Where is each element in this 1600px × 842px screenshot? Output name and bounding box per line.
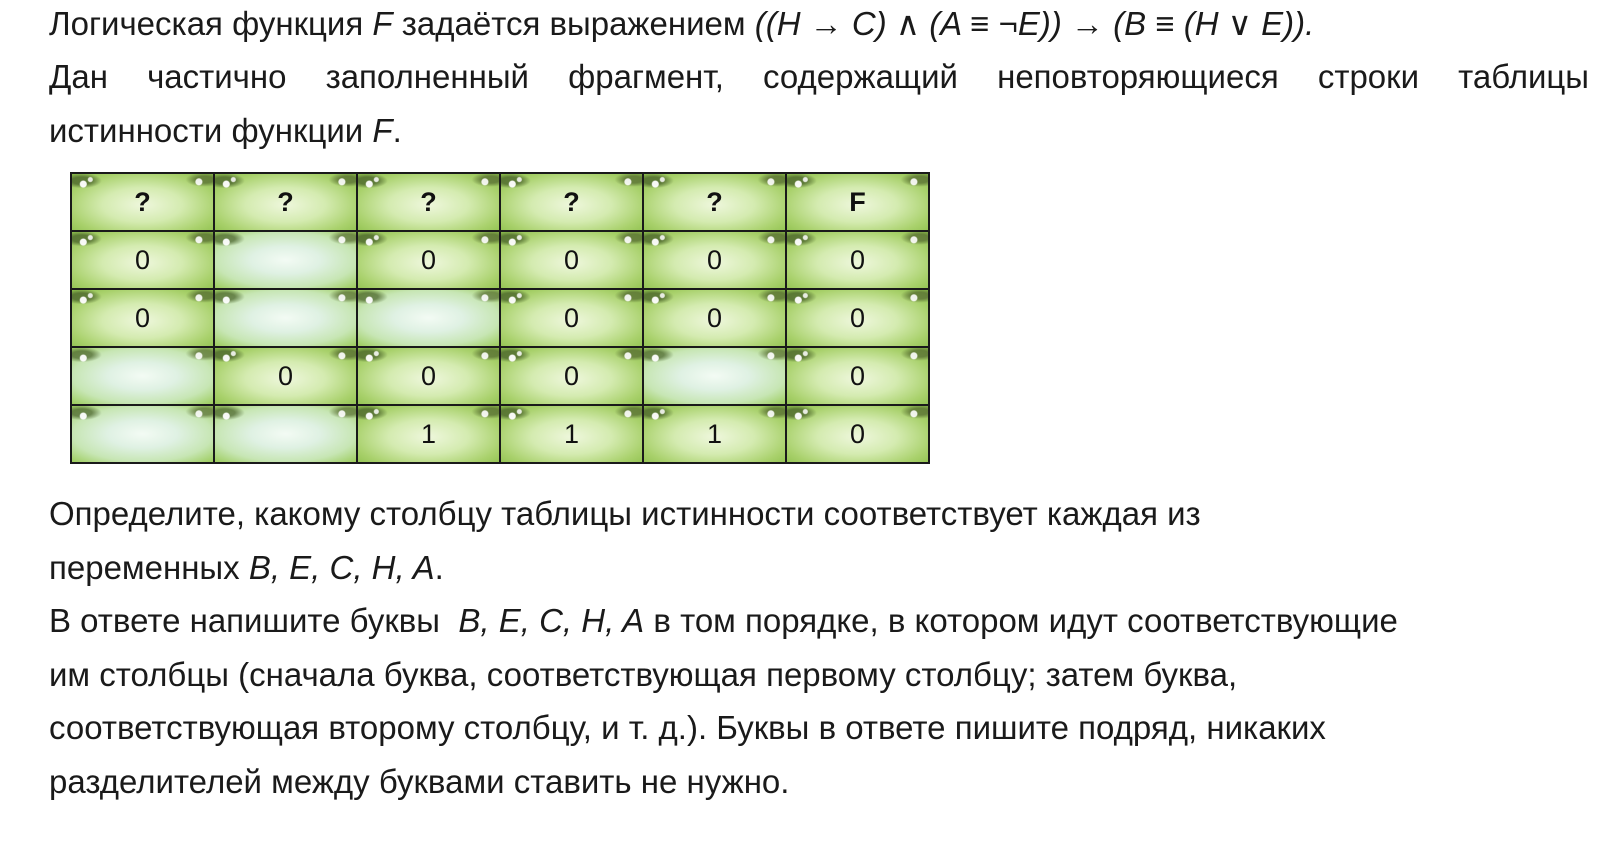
question-line-1: Определите, какому столбцу таблицы истинности соответствует каждая из	[49, 495, 1201, 532]
instructions-prefix: В ответе напишите буквы	[49, 602, 441, 639]
header-cell: ?	[71, 173, 214, 231]
table-cell: 0	[500, 347, 643, 405]
header-cell: ?	[357, 173, 500, 231]
function-name: F	[372, 5, 393, 42]
instructions-line-2: им столбцы (сначала буква, соответствующая первому столбцу; затем буква,	[49, 656, 1238, 693]
table-cell	[357, 289, 500, 347]
intro-prefix: Логическая функция	[49, 5, 364, 42]
header-cell: ?	[500, 173, 643, 231]
intro-line-3-suffix: .	[392, 112, 402, 149]
table-cell: 1	[643, 405, 786, 463]
table-cell: 0	[214, 347, 357, 405]
table-cell	[214, 231, 357, 289]
function-name-ref: F	[372, 112, 393, 149]
table-cell	[214, 289, 357, 347]
variable-list: B, E, C, H, A	[248, 549, 435, 586]
table-header-row	[71, 173, 929, 231]
instructions-line-3: соответствующая второму столбцу, и т. д.). Буквы в ответе пишите подряд, никаких	[49, 709, 1326, 746]
question-line-2	[49, 541, 1589, 595]
table-row	[71, 231, 929, 289]
table-cell: 0	[786, 289, 929, 347]
table-cell	[71, 347, 214, 405]
instructions-line-4: разделителей между буквами ставить не нужно.	[49, 763, 790, 800]
table-cell: 0	[357, 347, 500, 405]
table-cell: 0	[786, 231, 929, 289]
intro-mid: задаётся выражением	[401, 5, 746, 42]
table-cell: 0	[71, 289, 214, 347]
table-cell: 0	[71, 231, 214, 289]
question-line-2-prefix: переменных	[49, 549, 240, 586]
intro-line-3	[49, 104, 1589, 158]
logic-expression: ((H → C) ∧ (A ≡ ¬E)) → (B ≡ (H ∨ E)).	[754, 5, 1315, 42]
intro-line-3-prefix: истинности функции	[49, 112, 364, 149]
header-cell: ?	[214, 173, 357, 231]
table-row	[71, 289, 929, 347]
header-cell: ?	[643, 173, 786, 231]
table-row	[71, 347, 929, 405]
instructions-line-1	[49, 594, 1589, 648]
table-cell: 1	[357, 405, 500, 463]
table-cell: 0	[500, 289, 643, 347]
answer-variable-list: B, E, C, H, A	[458, 602, 645, 639]
table-cell: 0	[643, 289, 786, 347]
table-cell: 0	[500, 231, 643, 289]
table-cell: 0	[786, 405, 929, 463]
table-cell: 1	[500, 405, 643, 463]
table-cell: 0	[786, 347, 929, 405]
table-cell	[214, 405, 357, 463]
table-cell: 0	[643, 231, 786, 289]
intro-line-2: Дан частично заполненный фрагмент, содержащий неповторяющиеся строки таблицы	[49, 58, 1589, 95]
table-cell	[643, 347, 786, 405]
header-cell-f: F	[786, 173, 929, 231]
table-cell	[71, 405, 214, 463]
question-line-2-suffix: .	[434, 549, 444, 586]
table-cell: 0	[357, 231, 500, 289]
intro-line-1	[49, 0, 1589, 51]
table-row	[71, 405, 929, 463]
instructions-suffix: в том порядке, в котором идут соответствующие	[653, 602, 1398, 639]
truth-table	[70, 172, 930, 464]
